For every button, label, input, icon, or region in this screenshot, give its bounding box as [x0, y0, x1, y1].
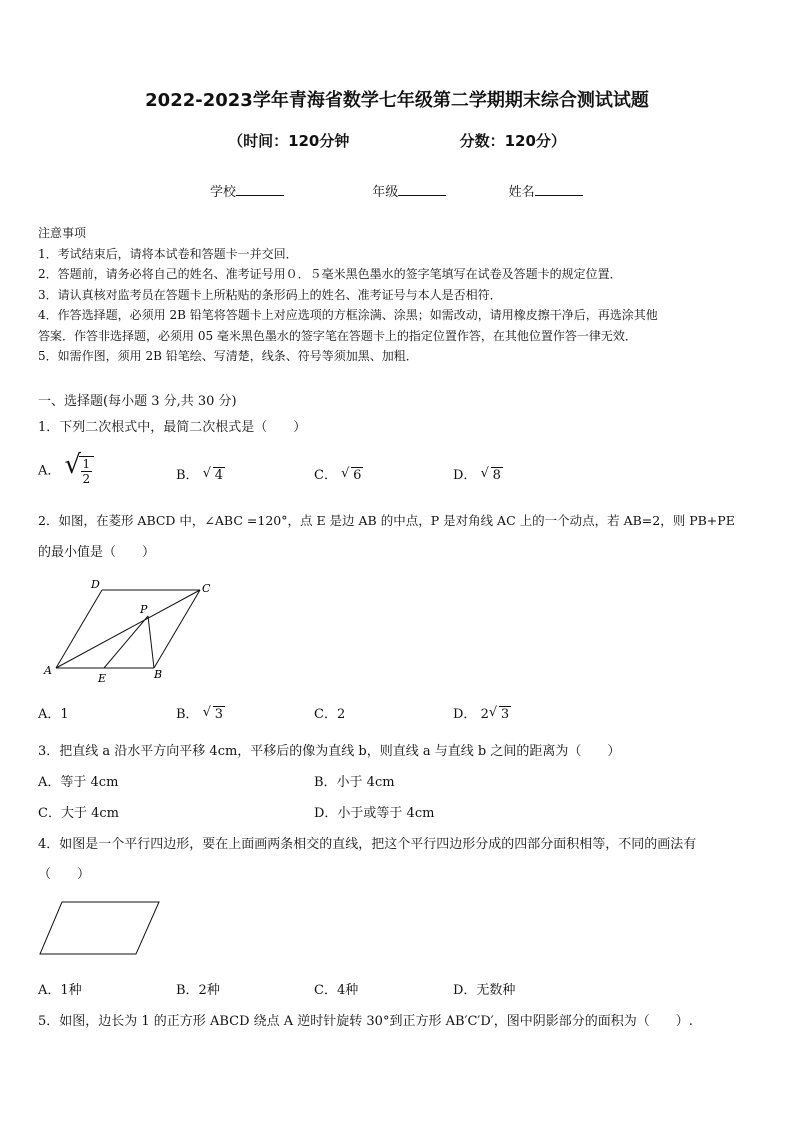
q2-option-d-label: D． [453, 707, 477, 722]
q1-option-a-label: A． [38, 463, 61, 479]
q3-option-c[interactable]: C．大于 4cm [38, 806, 119, 821]
side-cb [154, 590, 200, 668]
q1-option-b[interactable]: B． √ 4 [176, 466, 223, 483]
exam-title: 2022-2023学年青海省数学七年级第二学期期末综合测试试题 [145, 90, 649, 111]
q4-option-a[interactable]: A．1种 [38, 983, 82, 998]
q2-stem-line2: 的最小值是（ ） [38, 545, 156, 560]
note-item: 4．作答选择题，必须用 2B 铅笔将答题卡上对应选项的方框涂满、涂黑；如需改动，请用橡皮擦干净后，再选涂其他 [38, 308, 658, 322]
label-d: D [91, 578, 100, 591]
label-b: B [154, 668, 163, 681]
school-label: 学校 [210, 185, 237, 200]
q1-option-d[interactable]: D． √ 8 [453, 466, 501, 483]
note-item: 答案．作答非选择题，必须用 05 毫米黑色墨水的签字笔在答题卡上的指定位置作答，在其他位置作答一律无效． [38, 328, 637, 343]
q1-d-radicand: 8 [492, 468, 501, 483]
q1-option-a[interactable]: A． √ $\frac{1}{2}$ [38, 456, 94, 486]
q1-a-numerator: 1 [82, 457, 91, 471]
name-label: 姓名 [508, 185, 535, 200]
time-limit: （时间：120分钟 [228, 132, 350, 150]
diagonal-ac [56, 590, 200, 668]
q3-option-d[interactable]: D．小于或等于 4cm [314, 806, 435, 821]
exam-subtitle [0, 130, 794, 151]
rhombus-diagram [36, 576, 216, 686]
label-e: E [98, 672, 107, 685]
q1-b-radicand: 4 [214, 468, 223, 483]
q5-stem: 5．如图，边长为 1 的正方形 ABCD 绕点 A 逆时针旋转 30°到正方形 AB′C′D′，图中阴影部分的面积为（ ）. [38, 1014, 693, 1029]
label-a: A [44, 664, 52, 677]
note-item: 2．答题前，请务必将自己的姓名、准考证号用０．５毫米黑色墨水的签字笔填写在试卷及答题卡的规定位置． [38, 267, 622, 281]
grade-blank[interactable] [398, 183, 446, 196]
q4-option-b[interactable]: B．2种 [176, 983, 220, 998]
q1-option-b-label: B． [176, 468, 199, 483]
notes-section [38, 223, 758, 367]
q3-stem: 3．把直线 a 沿水平方向平移 4cm，平移后的像为直线 b，则直线 a 与直线 b 之间的距离为（ ） [38, 744, 621, 759]
label-c: C [202, 582, 211, 595]
q2-option-a[interactable]: A．1 [38, 707, 69, 722]
q2-d-coefficient: 2 [480, 707, 489, 722]
segment-pe [104, 616, 148, 668]
q1-option-d-label: D． [453, 468, 477, 483]
segment-pb [148, 616, 154, 668]
student-info-fields [210, 181, 583, 200]
q3-option-b[interactable]: B．小于 4cm [314, 775, 395, 790]
parallelogram-diagram [38, 898, 164, 958]
q2-option-d[interactable]: D． 2 √ 3 [453, 705, 510, 722]
q2-stem-line1: 2．如图，在菱形 ABCD 中，∠ABC =120°，点 E 是边 AB 的中点，P 是对角线 AC 上的一个动点，若 AB=2，则 PB+PE [38, 513, 735, 528]
q2-option-b-label: B． [176, 707, 199, 722]
q1-a-denominator: 2 [82, 472, 91, 486]
note-item: 5．如需作图，须用 2B 铅笔绘、写清楚，线条、符号等须加黑、加粗． [38, 349, 418, 363]
note-item: 3．请认真核对监考员在答题卡上所粘贴的条形码上的姓名、准考证号与本人是否相符． [38, 287, 502, 302]
q1-option-c-label: C． [314, 468, 337, 483]
q2-d-radicand: 3 [500, 707, 510, 722]
label-p: P [140, 603, 148, 616]
school-blank[interactable] [236, 183, 284, 196]
q1-option-c[interactable]: C． √ 6 [314, 466, 362, 483]
section-heading: 一、选择题(每小题 3 分,共 30 分) [38, 394, 237, 409]
q4-option-c[interactable]: C．4种 [314, 983, 359, 998]
q2-option-c[interactable]: C．2 [314, 707, 346, 722]
notes-heading: 注意事项 [38, 226, 87, 240]
note-item: 1．考试结束后，请将本试卷和答题卡一并交回． [38, 246, 298, 261]
total-score: 分数：120分） [459, 132, 566, 150]
parallelogram-shape [40, 902, 159, 954]
grade-label: 年级 [372, 185, 399, 200]
q2-b-radicand: 3 [214, 707, 223, 722]
q1-c-radicand: 6 [353, 468, 362, 483]
q2-option-b[interactable]: B． √ 3 [176, 705, 223, 722]
q1-stem: 1．下列二次根式中，最简二次根式是（ ） [38, 420, 307, 435]
q3-option-a[interactable]: A．等于 4cm [38, 775, 119, 790]
side-ad [56, 590, 102, 668]
q4-option-d[interactable]: D．无数种 [453, 983, 516, 998]
q4-stem-line2: （ ） [38, 867, 91, 882]
q4-stem-line1: 4．如图是一个平行四边形，要在上面画两条相交的直线，把这个平行四边形分成的四部分面积相等，不同的画法有 [38, 837, 697, 852]
name-blank[interactable] [535, 183, 583, 196]
